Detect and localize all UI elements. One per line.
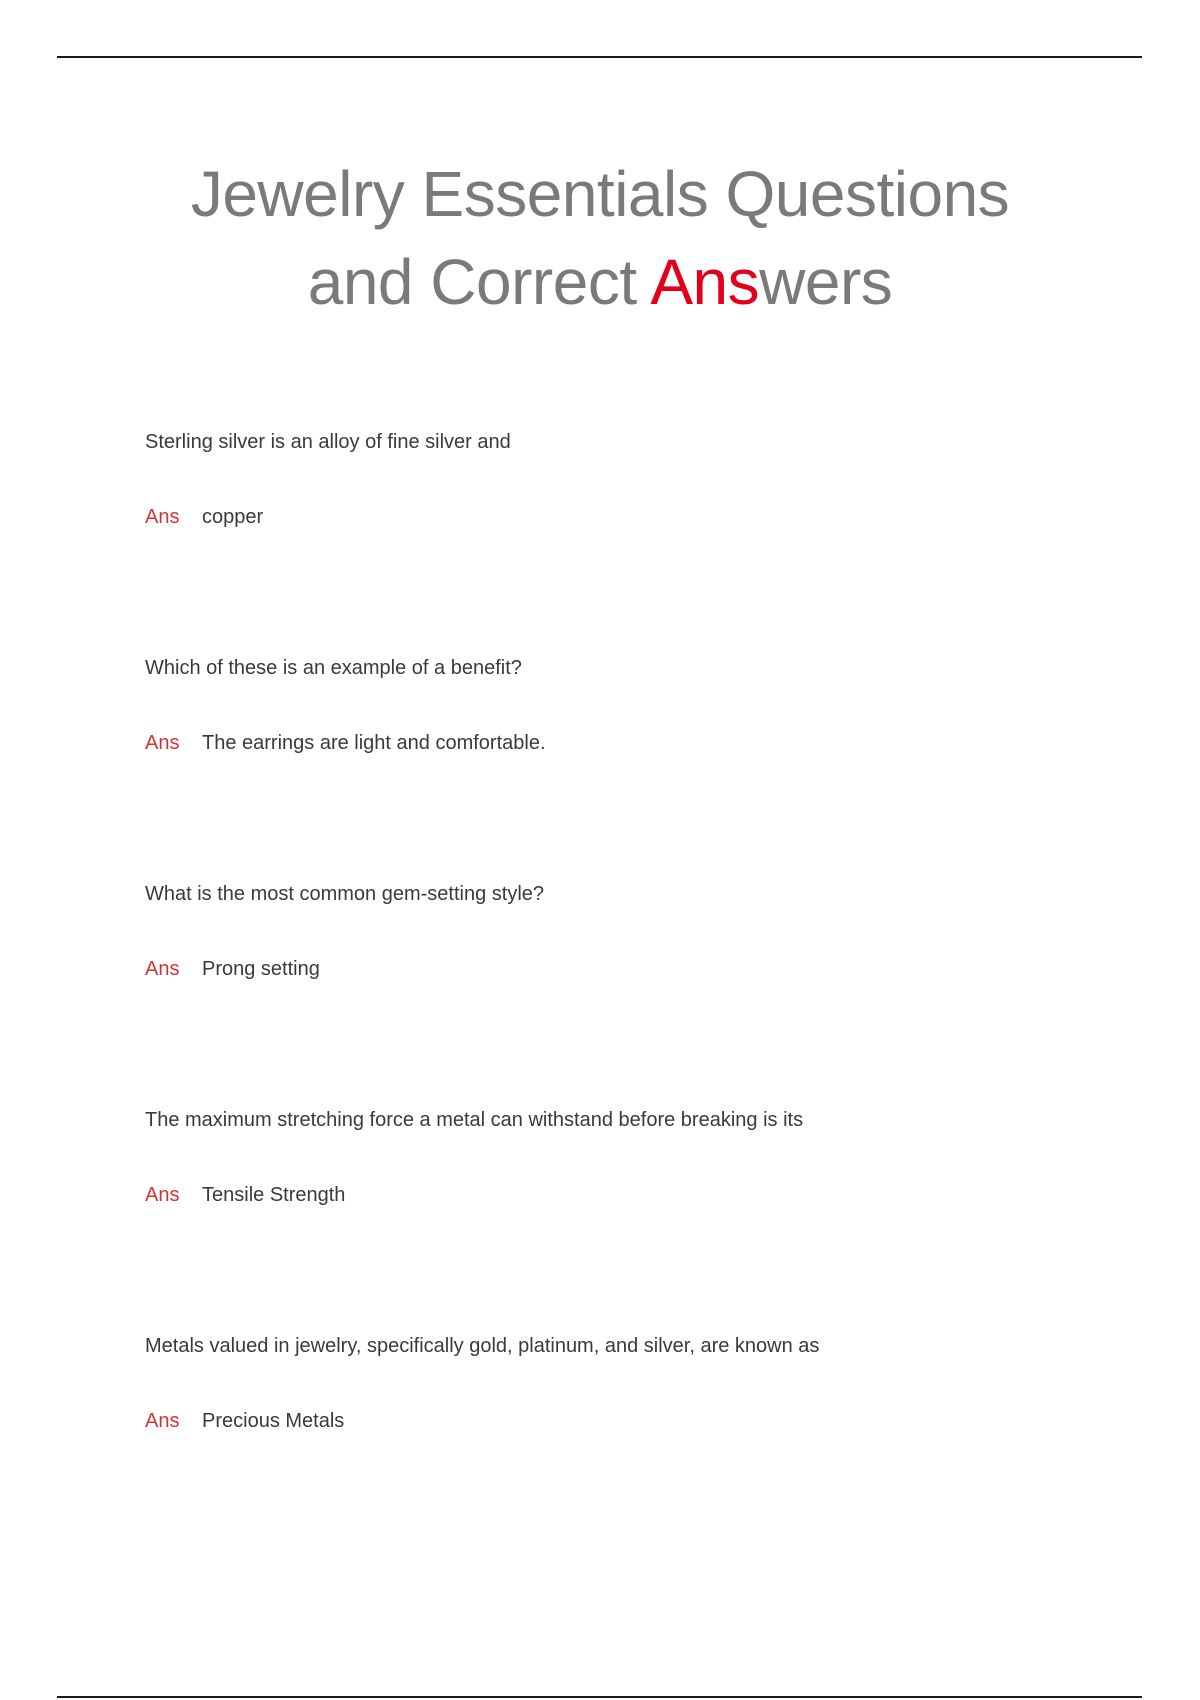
answer-tag: Ans [145, 958, 180, 980]
qa-item-4 [145, 1106, 1105, 1209]
title-line-1: Jewelry Essentials Questions [190, 158, 1010, 230]
answer-text: Tensile Strength [202, 1184, 346, 1206]
title-line-2-accent: Ans [650, 246, 760, 318]
question-text: Metals valued in jewelry, specifically gold, platinum, and silver, are known as [145, 1335, 820, 1357]
answer-tag: Ans [145, 1410, 180, 1432]
qa-item-5 [145, 1332, 1105, 1435]
answer-tag: Ans [145, 1184, 180, 1206]
question-text: The maximum stretching force a metal can withstand before breaking is its [145, 1109, 804, 1131]
qa-item-3 [145, 880, 1105, 983]
title-line-2-prefix: and Correct [307, 246, 651, 318]
answer-text: Prong setting [202, 958, 320, 980]
answer-row [145, 503, 1105, 531]
answer-row [145, 1407, 1105, 1435]
answer-row [145, 955, 1105, 983]
answer-row [145, 1181, 1105, 1209]
answer-text: Precious Metals [202, 1410, 345, 1432]
answer-tag: Ans [145, 506, 180, 528]
answer-text: copper [202, 506, 264, 528]
answer-row [145, 729, 1105, 757]
document-title [0, 150, 1200, 326]
qa-item-1 [145, 428, 1105, 531]
qa-item-2 [145, 654, 1105, 757]
answer-text: The earrings are light and comfortable. [202, 732, 546, 754]
title-line-2 [0, 238, 1200, 326]
answer-tag: Ans [145, 732, 180, 754]
question-text: Which of these is an example of a benefit? [145, 657, 522, 679]
top-rule [57, 56, 1142, 58]
question-text: What is the most common gem-setting style? [145, 883, 545, 905]
bottom-rule [57, 1696, 1142, 1698]
question-text: Sterling silver is an alloy of fine silver and [145, 431, 511, 453]
title-line-2-suffix: wers [759, 246, 893, 318]
